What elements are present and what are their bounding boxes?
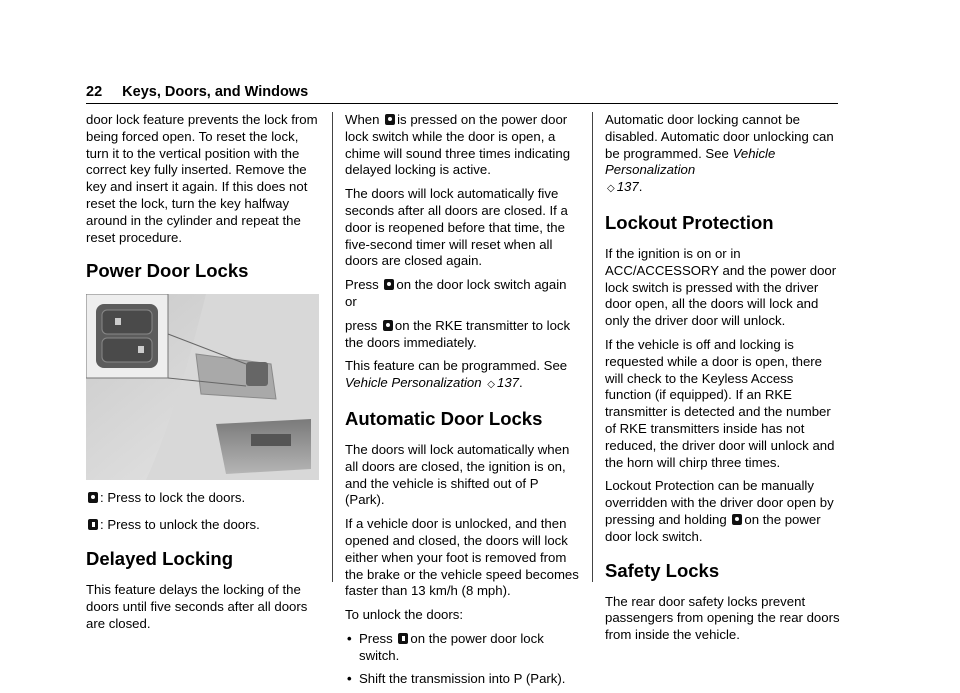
column-divider [592, 112, 593, 582]
lock-icon [383, 320, 393, 331]
column-1 [86, 112, 322, 639]
unlock-icon [398, 633, 408, 644]
delayed-locking-chime-paragraph: When is pressed on the power door lock switch while the door is open, a chime will sound three times indicating delayed locking is active. [345, 112, 571, 178]
unlock-button-description: : Press to unlock the doors. [86, 517, 322, 534]
auto-locking-disable-paragraph: Automatic door locking cannot be disabled. Automatic door unlocking can be programmed. See Vehicle Personalization ◇ 137. [605, 112, 834, 195]
column-divider [332, 112, 333, 582]
column-2 [345, 112, 581, 693]
lockout-override-paragraph: Lockout Protection can be manually overridden with the driver door open by pressing and holding on the power door lock switch. [605, 478, 834, 544]
lock-icon [385, 114, 395, 125]
lock-switch-again-paragraph: Press on the door lock switch again or [345, 277, 567, 309]
list-item: • Press on the power door lock switch. [359, 631, 581, 665]
door-lock-switch-photo [86, 294, 319, 480]
lockout-protection-heading: Lockout Protection [605, 211, 774, 233]
page-reference[interactable]: 137 [496, 375, 519, 391]
safety-locks-heading: Safety Locks [605, 559, 720, 581]
lock-icon [88, 492, 98, 503]
cross-reference-arrow-icon: ◇ [487, 379, 495, 391]
lockout-paragraph-2: If the vehicle is off and locking is requested while a door is open, there will check to the Keyless Access function (if equipped). If an RKE transmitter is detected and the number of RKE transmitters inside has not reduced, the driver door will unlock and the horn will chirp three times. [605, 336, 835, 470]
lock-icon [384, 279, 394, 290]
cross-reference-arrow-icon: ◇ [607, 183, 615, 195]
column-3 [605, 112, 841, 651]
unlock-instructions-intro: To unlock the doors: [345, 607, 464, 623]
auto-lock-paragraph: The doors will lock automatically when all doors are closed, the ignition is on, and the vehicle is shifted out of P (Park). [345, 441, 570, 508]
page-number: 22 [86, 84, 103, 100]
lock-button-description: : Press to lock the doors. [86, 490, 322, 507]
vehicle-personalization-link[interactable]: Vehicle Personalization [345, 375, 482, 391]
lock-icon [732, 514, 742, 525]
vehicle-personalization-link[interactable]: Vehicle Personalization [605, 145, 776, 178]
delayed-locking-heading: Delayed Locking [86, 547, 234, 569]
safety-locks-paragraph: The rear door safety locks prevent passengers from opening the rear doors from inside the vehicle. [605, 593, 840, 643]
page-reference[interactable]: 137 [616, 179, 639, 195]
lockout-paragraph-1: If the ignition is on or in ACC/ACCESSORY and the power door lock switch is pressed with the driver door open, all the doors will lock and only the driver door will unlock. [605, 245, 837, 329]
list-item: • Shift the transmission into P (Park). [359, 671, 581, 688]
section-title: Keys, Doors, and Windows [122, 84, 309, 100]
power-door-locks-heading: Power Door Locks [86, 260, 249, 282]
auto-lock-relock-paragraph: If a vehicle door is unlocked, and then opened and closed, the doors will lock either when your foot is removed from the brake or the vehicle speed becomes faster than 13 km/h (8 mph). [345, 516, 579, 599]
intro-paragraph: door lock feature prevents the lock from being forced open. To reset the lock, turn it to the vertical position with the correct key fully inserted. Remove the key and insert it again. If this does not reset the lock, turn the key halfway around in the cylinder and repeat the reset procedure. [86, 112, 318, 245]
delayed-locking-timer-paragraph: The doors will lock automatically five seconds after all doors are closed. If a door is reopened before that time, the five-second timer will reset when all doors are closed again. [345, 186, 568, 269]
delayed-locking-paragraph: This feature delays the locking of the doors until five seconds after all doors are closed. [86, 581, 308, 631]
page-header [86, 84, 308, 100]
automatic-door-locks-heading: Automatic Door Locks [345, 407, 543, 429]
unlock-steps-list [345, 631, 581, 687]
rke-lock-paragraph: press on the RKE transmitter to lock the doors immediately. [345, 317, 571, 350]
unlock-icon [88, 519, 98, 530]
header-rule [86, 103, 838, 104]
programming-paragraph: This feature can be programmed. See Vehicle Personalization ◇ 137. [345, 358, 568, 391]
